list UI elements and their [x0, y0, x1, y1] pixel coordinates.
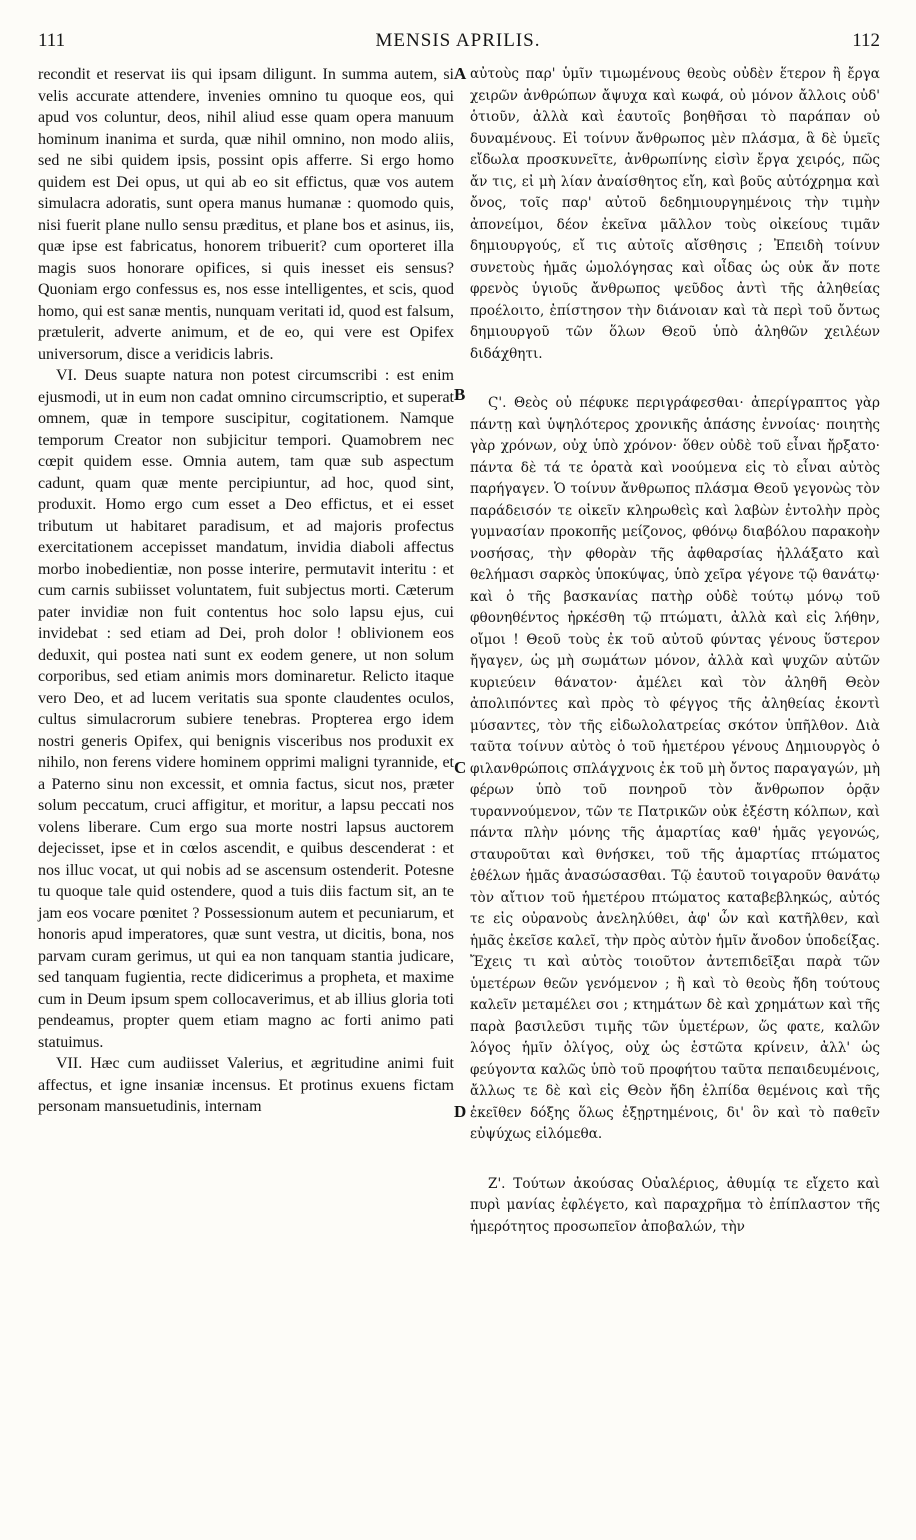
running-title: MENSIS APRILIS. [375, 30, 541, 51]
page-number-right: 112 [852, 30, 880, 51]
greek-paragraph: Ζ'. Τούτων ἀκούσας Οὐαλέριος, ἀθυμίᾳ τε εἴχετο καὶ πυρὶ μανίας ἐφλέγετο, καὶ παραχρῆμα τὸ ἐπίπλαστον τῆς ἡμερότητος προσωπεῖον ἀποβαλών, τὴν [470, 1175, 880, 1235]
margin-marker-c: C [454, 758, 467, 777]
margin-marker-a: A [454, 64, 467, 83]
margin-marker-d: D [454, 1102, 467, 1121]
page-number-left: 111 [38, 30, 66, 51]
greek-paragraph: αὐτοὺς παρ' ὑμῖν τιμωμένους θεοὺς οὐδὲν ἕτερον ἢ ἔργα χειρῶν ἀνθρώπων ἄψυχα καὶ κωφά, οὐ μόνον ἄλλοις οὐδ' ὁτιοῦν, ἀλλὰ καὶ ἑαυτοῖς βοηθῆσαι τὸ παράπαν οὐ δυναμένους. Εἰ τοίνυν ἄνθρωπος μὲν πλάσμα, ἃ δὲ ὑμεῖς εἴδωλα προσκυνεῖτε, ἀνθρωπίνης εἰσὶν ἔργα χειρός, πῶς ἄν τις, εἰ μὴ λίαν ἀναίσθητος εἴη, καὶ βοῦς αὐτόχρημα καὶ ὄνος, τοῖς παρ' αὐτοῦ δεδημιουργημένοις τὴν τιμὴν ἀπονείμοι, δέον ἐκεῖνα μᾶλλον τοὺς οἰκείους τιμᾶν δημιουργούς, εἴ τις αὐτοῖς αἴσθησις ; Ἐπειδὴ τοίνυν συνετοὺς ἡμᾶς ὡμολόγησας καὶ οἶδας ὡς οὐκ ἄν ποτε φρενὸς ὑγιοῦς ἄνθρωπος ψεῦδος ἀντὶ τῆς ἀληθείας προέλοιτο, ἐπίστησον τὴν διάνοιαν καὶ τὰ περὶ τοῦ ὄντως δημιουργοῦ τῶν ὅλων Θεοῦ ὑπὸ ἀληθῶν χειλέων διδάχθητι. [470, 66, 880, 362]
greek-column [470, 64, 880, 1238]
latin-column [38, 64, 454, 1118]
latin-paragraph: VI. Deus suapte natura non potest circumscribi : est enim ejusmodi, ut in eum non cadat omnino circumscriptio, et superat omnem, quæ in tempore suscipitur, cogitationem. Namque temporum Creator non subjicitur tempori. Quamobrem nec cœpit quidem esse. Omnia autem, tam quæ sub aspectum cadunt, quam quæ mente percipiuntur, ad hoc, quod sint, produxit. Homo ergo cum esset a Deo effictus, et ei esset tributum ut habitaret paradisum, et ad majoris profectus exercitationem accepisset mandatum, invidia diaboli affectus morbo inobedientiæ, non posse interire, permutavit interitu : et cum carnis subiisset voluntatem, fuit subjectus morti. Cæterum pater invidiæ non fuit contentus hoc solo lapsu ejus, cui invidebat : sed etiam ad Dei, proh dolor ! oblivionem eos deduxit, qui postea nati sunt ex eodem genere, ut non solum corporibus, sed etiam animis mors dominaretur. Relicto itaque vero Deo, et ad lucem veritatis sua sponte claudentes oculos, cultus simulacrorum subiere tenebras. Propterea ergo idem nostri generis Opifex, qui benignis visceribus nos produxit ex nihilo, non ferens videre hominem opprimi maligni tyrannide, et a Paterno sinu non excessit, et omnia factus, sicut nos, præter solum peccatum, cruci affigitur, et moritur, a lapsu peccati nos volens liberare. Cum ergo sua morte nostri lapsus auctorem dejecisset, ipse et in cœlos ascendit, e quibus descenderat : et nos illuc vocat, ut qui nobis ad se ascensum ostenderit. Potesne tu quoque tale quid ostendere, quod a tuis diis factum sit, an te jam eos vocare pœnitet ? Possessionum autem et pecuniarum, et honoris apud imperatores, quæ sunt vestra, ut dicitis, bona, nos parvam curam gerimus, ut qui ea non tanquam stantia judicare, sed tanquam fugientia, recte didicerimus a propheta, et maxime cum in Deum ipsum spem collocaverimus, et ab illius gloria toti pendeamus, propter quem etiam magno ac forti animo pati statuimus. [38, 367, 454, 1051]
latin-paragraph: recondit et reservat iis qui ipsam diligunt. In summa autem, si velis accurate attendere, invenies omnino tu quoque eos, qui apud vos coluntur, deos, nihil aliud esse quam opera manuum hominum inanima et surda, quæ nihil omnino, non modo aliis, sed ne sibi quidem ipsis, possint opis afferre. Si ergo homo quidem est Dei opus, ut qui ab eo sit effictus, quæ vos autem simulacra adoratis, sunt opera manus humanæ : quomodo quis, nisi fuerit plane nullo sensu præditus, et plane bos et asinus, iis, quæ ipse est fabricatus, honorem tribuerit? cum oporteret illa magis suos honorare opifices, si quis inesset eis sensus? Quoniam ergo confessus es, nos esse intelligentes, et scis, quod homo, qui est sanæ mentis, nunquam veritati id, quod est falsum, prætulerit, adverte animum, et de eo, qui vere est Opifex universorum, disce a veridicis labris. [38, 66, 454, 363]
latin-paragraph: VII. Hæc cum audiisset Valerius, et ægritudine animi fuit affectus, et igne insaniæ incensus. Et protinus exuens fictam personam mansuetudinis, internam [38, 1055, 454, 1115]
margin-marker-b: B [454, 385, 466, 404]
greek-paragraph: Ϛ'. Θεὸς οὐ πέφυκε περιγράφεσθαι· ἀπερίγραπτος γὰρ πάντῃ καὶ ὑψηλότερος χρονικῆς ἁπάσης ἐννοίας· ποιητὴς γὰρ χρόνων, οὐχ ὑπὸ χρόνον· ὅθεν οὐδὲ τοῦ εἶναι ἤρξατο· πάντα δὲ τά τε ὁρατὰ καὶ νοούμενα εἰς τὸ εἶναι αὐτὸς παρήγαγεν. Ὁ τοίνυν ἄνθρωπος πλάσμα Θεοῦ γεγονὼς τὸν παράδεισόν τε οἰκεῖν κληρωθεὶς καὶ λαβὼν ἐντολὴν πρὸς γυμνασίαν προκοπῆς μείζονος, φθόνῳ διαβόλου παρακοὴν νοσήσας, τὴν φθορὰν τῆς ἀφθαρσίας ἠλλάξατο καὶ θελήμασι σαρκὸς ὑποκύψας, ὑπὸ χεῖρα γέγονε τῷ θανάτῳ· καὶ ὁ τῆς βασκανίας πατὴρ οὐδὲ τούτῳ μόνῳ τοῦ φθονηθέντος ἠρκέσθη τῷ πτώματι, ἀλλὰ καὶ εἰς λήθην, οἴμοι ! Θεοῦ τοὺς ἐκ τοῦ αὐτοῦ φύντας γένους ὕστερον ἤγαγεν, ὡς μὴ σωμάτων μόνον, ἀλλὰ καὶ ψυχῶν αὐτῶν κυριεύειν θάνατον· ἀμέλει καὶ τὸν ἀληθῆ Θεὸν ἀπολιπόντες καὶ πρὸς τὸ φέγγος τῆς ἀληθείας ἑκοντὶ μύσαντες, τὸν τῆς εἰδωλολατρείας σκότον ὑπῆλθον. Διὰ ταῦτα τοίνυν αὐτὸς ὁ τοῦ ἡμετέρου γένους Δημιουργὸς ὁ φιλανθρώποις σπλάγχνοις ἐκ τοῦ μὴ ὄντος παραγαγών, μὴ φέρων ὑπὸ τοῦ πονηροῦ τὸν ἄνθρωπον ὁρᾷν τυραννούμενον, τῶν τε Πατρικῶν οὐκ ἐξέστη κόλπων, καὶ πάντα πλὴν μόνης τῆς ἁμαρτίας καθ' ἡμᾶς γεγονώς, σταυροῦται καὶ θνήσκει, τοῦ τῆς ἁμαρτίας πτώματος ἐθέλων ἡμᾶς ἀνασώσασθαι. Τῷ ἑαυτοῦ τοιγαροῦν θανάτῳ τὸν αἴτιον τοῦ ἡμετέρου πτώματος καταβεβληκώς, αὐτός τε εἰς οὐρανοὺς ἀνεληλύθει, ἀφ' ὧν καὶ κατῆλθεν, καὶ ἡμᾶς ἐκεῖσε καλεῖ, τὴν πρὸς αὐτὸν ἡμῖν ἄνοδον ὑποδείξας. Ἔχεις τι καὶ αὐτὸς τοιοῦτον ἀντεπιδεῖξαι παρὰ τῶν ὑμετέρων θεῶν γενόμενον ; ἢ καὶ τὸ θεοὺς ἤδη τούτους καλεῖν μεταμέλει σοι ; κτημάτων δὲ καὶ χρημάτων καὶ τῆς παρὰ βασιλεῦσι τιμῆς τῶν ὑμετέρων, ὥς φατε, καλῶν λόγος ἡμῖν ὀλίγος, οὐχ ὡς ἑστῶτα κρίνειν, ἀλλ' ὡς φεύγοντα καλῶς ὑπὸ τοῦ προφήτου ταῦτα πεπαιδευμένοις, ἄλλως τε δὲ καὶ εἰς Θεὸν ἤδη ἐλπίδα θεμένοις καὶ τῆς ἐκεῖθεν δόξης ὅλως ἐξῃρτημένοις, δι' ὃν καὶ τὸ παθεῖν εὐψύχως εἱλόμεθα. [470, 395, 880, 1142]
page-header [0, 30, 916, 58]
